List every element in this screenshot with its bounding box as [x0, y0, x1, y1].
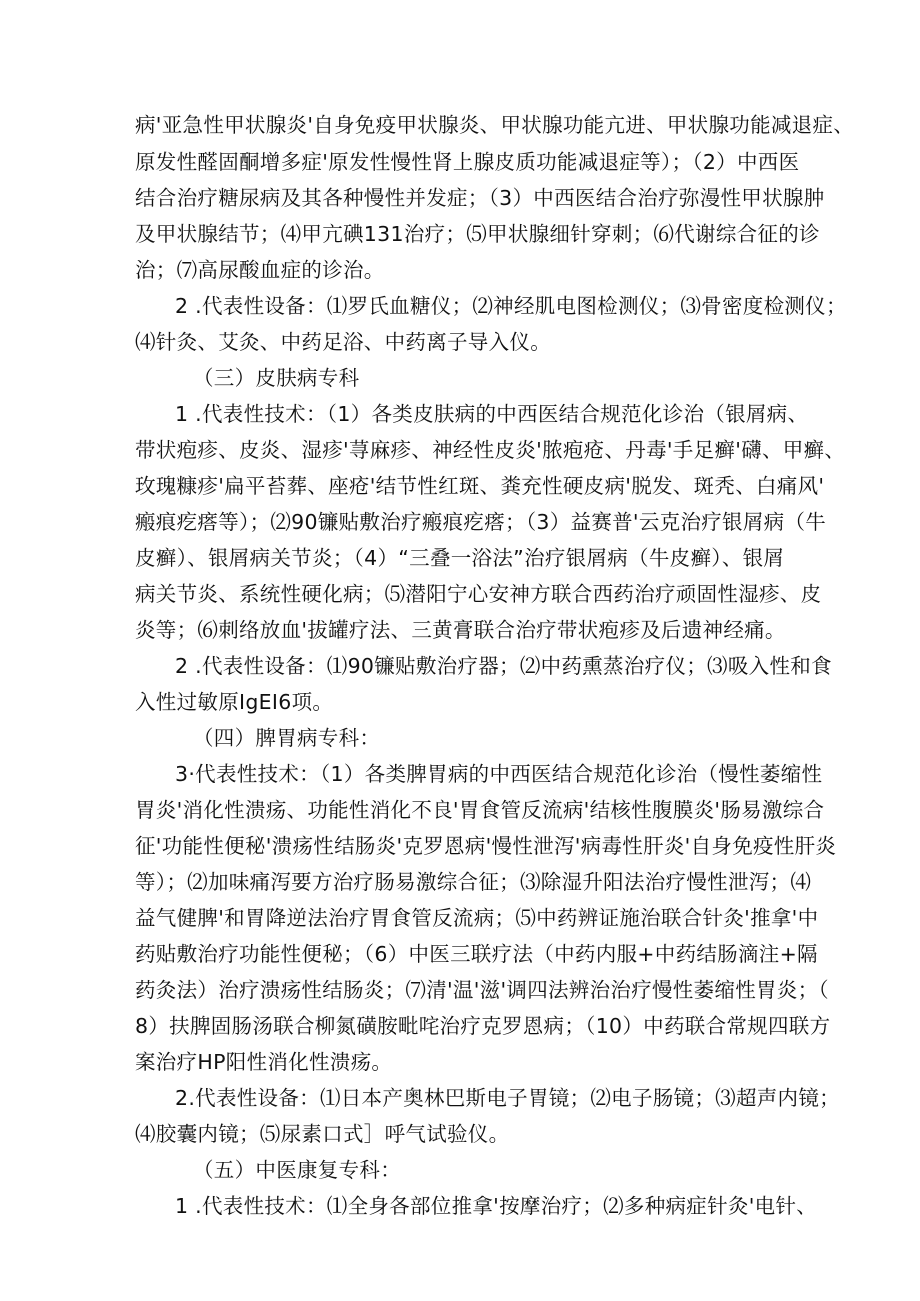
- equipment-paragraph: 2 .代表性设备：⑴罗氏血糖仪；⑵神经肌电图检测仪；⑶骨密度检测仪；: [175, 294, 847, 318]
- text-line: 征'功能性便秘'溃疡性结肠炎'克罗恩病'慢性泄泻'病毒性肝炎'自身免疫性肝炎: [135, 834, 837, 858]
- text-line: ⑷胶囊内镜；⑸尿素口式］呼气试验仪。: [135, 1122, 510, 1146]
- text-line: 玫瑰糠疹'扁平苔葬、座疮'结节性红斑、粪充性硬皮病'脱发、斑秃、白痛风': [135, 474, 825, 498]
- text-line: 药贴敷治疗功能性便秘；（6）中医三联疗法（中药内服+中药结肠滴注+隔: [135, 942, 818, 966]
- technique-paragraph: 3·代表性技术：（1）各类脾胃病的中西医结合规范化诊治（慢性萎缩性: [175, 762, 823, 786]
- text-line: 案治疗HP阳性消化性溃疡。: [135, 1050, 393, 1074]
- text-line: 带状疱疹、皮炎、湿疹'荨麻疹、神经性皮炎'脓疱疮、丹毒'手足癣'礴、甲癣、: [135, 438, 846, 462]
- text-line: 原发性醛固酮增多症'原发性慢性肾上腺皮质功能减退症等）；（2）中西医: [135, 150, 800, 174]
- section-heading-gastroenterology: （四）脾胃病专科：: [193, 726, 381, 750]
- section-heading-dermatology: （三）皮肤病专科: [193, 366, 360, 390]
- text-line: ⑷针灸、艾灸、中药足浴、中药离子导入仪。: [135, 330, 551, 354]
- text-line: 及甲状腺结节；⑷甲亢碘131治疗；⑸甲状腺细针穿刺；⑹代谢综合征的诊: [135, 222, 820, 246]
- text-line: 等）；⑵加味痛泻要方治疗肠易激综合征；⑶除湿升阳法治疗慢性泄泻；⑷: [135, 870, 812, 894]
- text-line: 病关节炎、系统性硬化病；⑸潜阳宁心安神方联合西药治疗顽固性湿疹、皮: [135, 582, 822, 606]
- text-line: 皮癣）、银屑病关节炎；（4）“三叠一浴法”治疗银屑病（牛皮癣）、银屑: [135, 546, 785, 570]
- text-line: 病'亚急性甲状腺炎'自身免疫甲状腺炎、甲状腺功能亢进、甲状腺功能减退症、: [135, 113, 855, 137]
- technique-paragraph: 1 .代表性技术：⑴全身各部位推拿'按摩治疗；⑵多种病症针灸'电针、: [175, 1194, 818, 1218]
- text-line: 药灸法）治疗溃疡性结肠炎；⑺清'温'滋'调四法辨治治疗慢性萎缩性胃炎；（: [135, 978, 829, 1002]
- text-line: 益气健脾'和胃降逆法治疗胃食管反流病；⑸中药辨证施治联合针灸'推拿'中: [135, 906, 819, 930]
- text-line: 入性过敏原IgEI6项。: [135, 690, 334, 714]
- text-line: 治；⑺高尿酸血症的诊治。: [135, 258, 385, 282]
- text-line: 瘢痕疙瘩等）；⑵90镰贴敷治疗瘢痕疙瘩；（3）益赛普'云克治疗银屑病（牛: [135, 510, 827, 534]
- equipment-paragraph: 2.代表性设备：⑴日本产奥林巴斯电子胃镜；⑵电子肠镜；⑶超声内镜；: [175, 1086, 840, 1110]
- equipment-paragraph: 2 .代表性设备：⑴90镰贴敷治疗器；⑵中药熏蒸治疗仪；⑶吸入性和食: [175, 654, 832, 678]
- text-line: 结合治疗糖尿病及其各种慢性并发症；（3）中西医结合治疗弥漫性甲状腺肿: [135, 186, 825, 210]
- technique-paragraph: 1 .代表性技术：（1）各类皮肤病的中西医结合规范化诊治（银屑病、: [175, 402, 809, 426]
- section-heading-rehabilitation: （五）中医康复专科：: [193, 1158, 401, 1182]
- text-line: 胃炎'消化性溃疡、功能性消化不良'胃食管反流病'结核性腹膜炎'肠易激综合: [135, 798, 825, 822]
- text-line: 8）扶脾固肠汤联合柳氮磺胺毗咤治疗克罗恩病；（10）中药联合常规四联方: [135, 1014, 831, 1038]
- text-line: 炎等；⑹刺络放血'拔罐疗法、三黄膏联合治疗带状疱疹及后遗神经痛。: [135, 618, 786, 642]
